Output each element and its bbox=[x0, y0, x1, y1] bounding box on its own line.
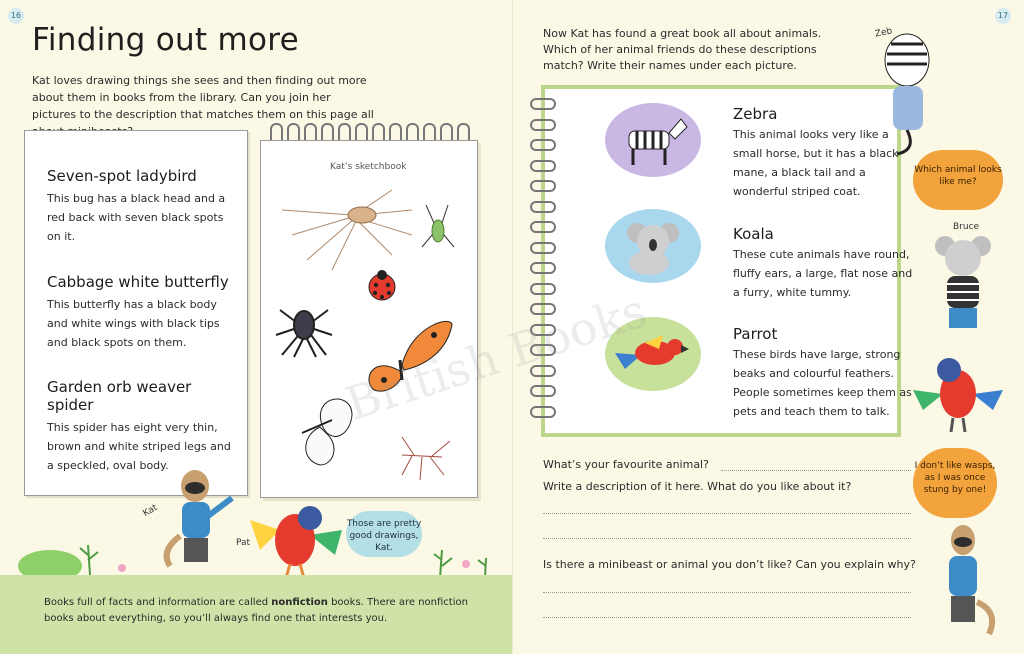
answer-line[interactable] bbox=[721, 470, 911, 471]
entry-text: This bug has a black head and a red back with seven black spots on it. bbox=[47, 192, 226, 243]
plant-decoration bbox=[10, 530, 140, 578]
sketchbook-title: Kat’s sketchbook bbox=[330, 162, 407, 172]
speech-bubble: Which animal looks like me? bbox=[913, 150, 1003, 210]
koala-drawing bbox=[619, 217, 689, 277]
speech-bubble: Those are pretty good drawings, Kat. bbox=[346, 511, 422, 557]
description-card bbox=[24, 130, 248, 496]
black-spider-drawing bbox=[276, 310, 332, 357]
animal-koala bbox=[733, 225, 915, 302]
minibeast-drawings bbox=[262, 175, 474, 495]
book-binding bbox=[530, 98, 550, 418]
bruce-koala-illustration bbox=[933, 230, 993, 334]
ladybird-drawing bbox=[369, 270, 395, 300]
entry-butterfly bbox=[47, 273, 237, 352]
question-description: Write a description of it here. What do you like about it? bbox=[543, 480, 852, 493]
kat-meerkat-illustration bbox=[160, 466, 250, 576]
zeb-name-label: Zeb bbox=[874, 26, 894, 40]
page-title: Finding out more bbox=[32, 22, 300, 58]
cranefly-drawing bbox=[402, 437, 450, 480]
bruce-name-label: Bruce bbox=[953, 222, 980, 232]
animal-text: This animal looks very like a small horse, but it has a black mane, a black tail and a wonderful striped coat. bbox=[733, 128, 899, 198]
watermark: British Books bbox=[339, 283, 653, 431]
answer-line[interactable] bbox=[543, 592, 911, 593]
intro-text: Kat loves drawing things she sees and then finding out more about them in books from the library. Can you join her pictures to the description that matches them on this page all bbox=[32, 74, 374, 121]
butterfly-drawing bbox=[369, 321, 452, 391]
entry-text: This spider has eight very thin, brown and white striped legs and a speckled, oval body. bbox=[47, 421, 231, 472]
entry-text: This butterfly has a black body and white wings with black tips and black spots on them. bbox=[47, 298, 220, 349]
animal-text: These cute animals have round, fluffy ears, a large, flat nose and a furry, white tummy. bbox=[733, 248, 913, 299]
animal-parrot bbox=[733, 325, 915, 421]
speech-bubble: I don’t like wasps, as I was once stung by one! bbox=[913, 448, 997, 518]
question-dislike-animal: Is there a minibeast or animal you don’t like? Can you explain why? bbox=[543, 558, 916, 571]
entry-ladybird bbox=[47, 167, 237, 246]
zebra-drawing bbox=[615, 113, 691, 169]
entry-title: Garden orb weaver spider bbox=[47, 378, 192, 414]
animal-title: Parrot bbox=[733, 325, 778, 343]
right-page bbox=[512, 0, 1024, 654]
banner-text-part: books. There are nonfiction books about everything, so you’ll always find one that interests you. bbox=[44, 597, 468, 624]
question-favourite-animal: What’s your favourite animal? bbox=[543, 458, 709, 471]
white-butterfly-drawing bbox=[302, 399, 352, 465]
entry-title: Cabbage white butterfly bbox=[47, 273, 229, 291]
banner-bold-word: nonfiction bbox=[271, 597, 328, 608]
animal-title: Koala bbox=[733, 225, 774, 243]
animal-text: These birds have large, strong beaks and colourful feathers. People sometimes keep them as pets and teach them to talk. bbox=[733, 348, 912, 418]
intro-text: Now Kat has found a great book all about animals. Which of her animal friends do these descriptions match? Write their names under each picture. bbox=[543, 27, 822, 72]
animal-title: Zebra bbox=[733, 105, 778, 123]
garden-spider-drawing bbox=[282, 190, 412, 270]
answer-line[interactable] bbox=[543, 513, 911, 514]
answer-line[interactable] bbox=[543, 538, 911, 539]
parrot-drawing bbox=[615, 329, 695, 379]
page-number: 16 bbox=[8, 8, 24, 24]
animal-book-frame bbox=[541, 85, 913, 437]
pat-parrot-illustration bbox=[250, 490, 342, 580]
answer-line[interactable] bbox=[543, 617, 911, 618]
page-number: 17 bbox=[995, 8, 1011, 24]
kat-name-label: Kat bbox=[141, 502, 160, 520]
parrot-character-illustration bbox=[913, 350, 1003, 434]
plant-decoration bbox=[430, 540, 500, 578]
aphid-drawing bbox=[422, 205, 454, 247]
entry-title: Seven-spot ladybird bbox=[47, 167, 197, 185]
banner-text-part: Books full of facts and information are called bbox=[44, 597, 272, 608]
meerkat-character-illustration bbox=[933, 522, 1003, 642]
zeb-zebra-illustration bbox=[857, 30, 937, 160]
pat-name-label: Pat bbox=[236, 538, 251, 548]
info-banner bbox=[0, 575, 512, 654]
entry-spider bbox=[47, 378, 237, 475]
info-banner-text bbox=[44, 595, 484, 627]
